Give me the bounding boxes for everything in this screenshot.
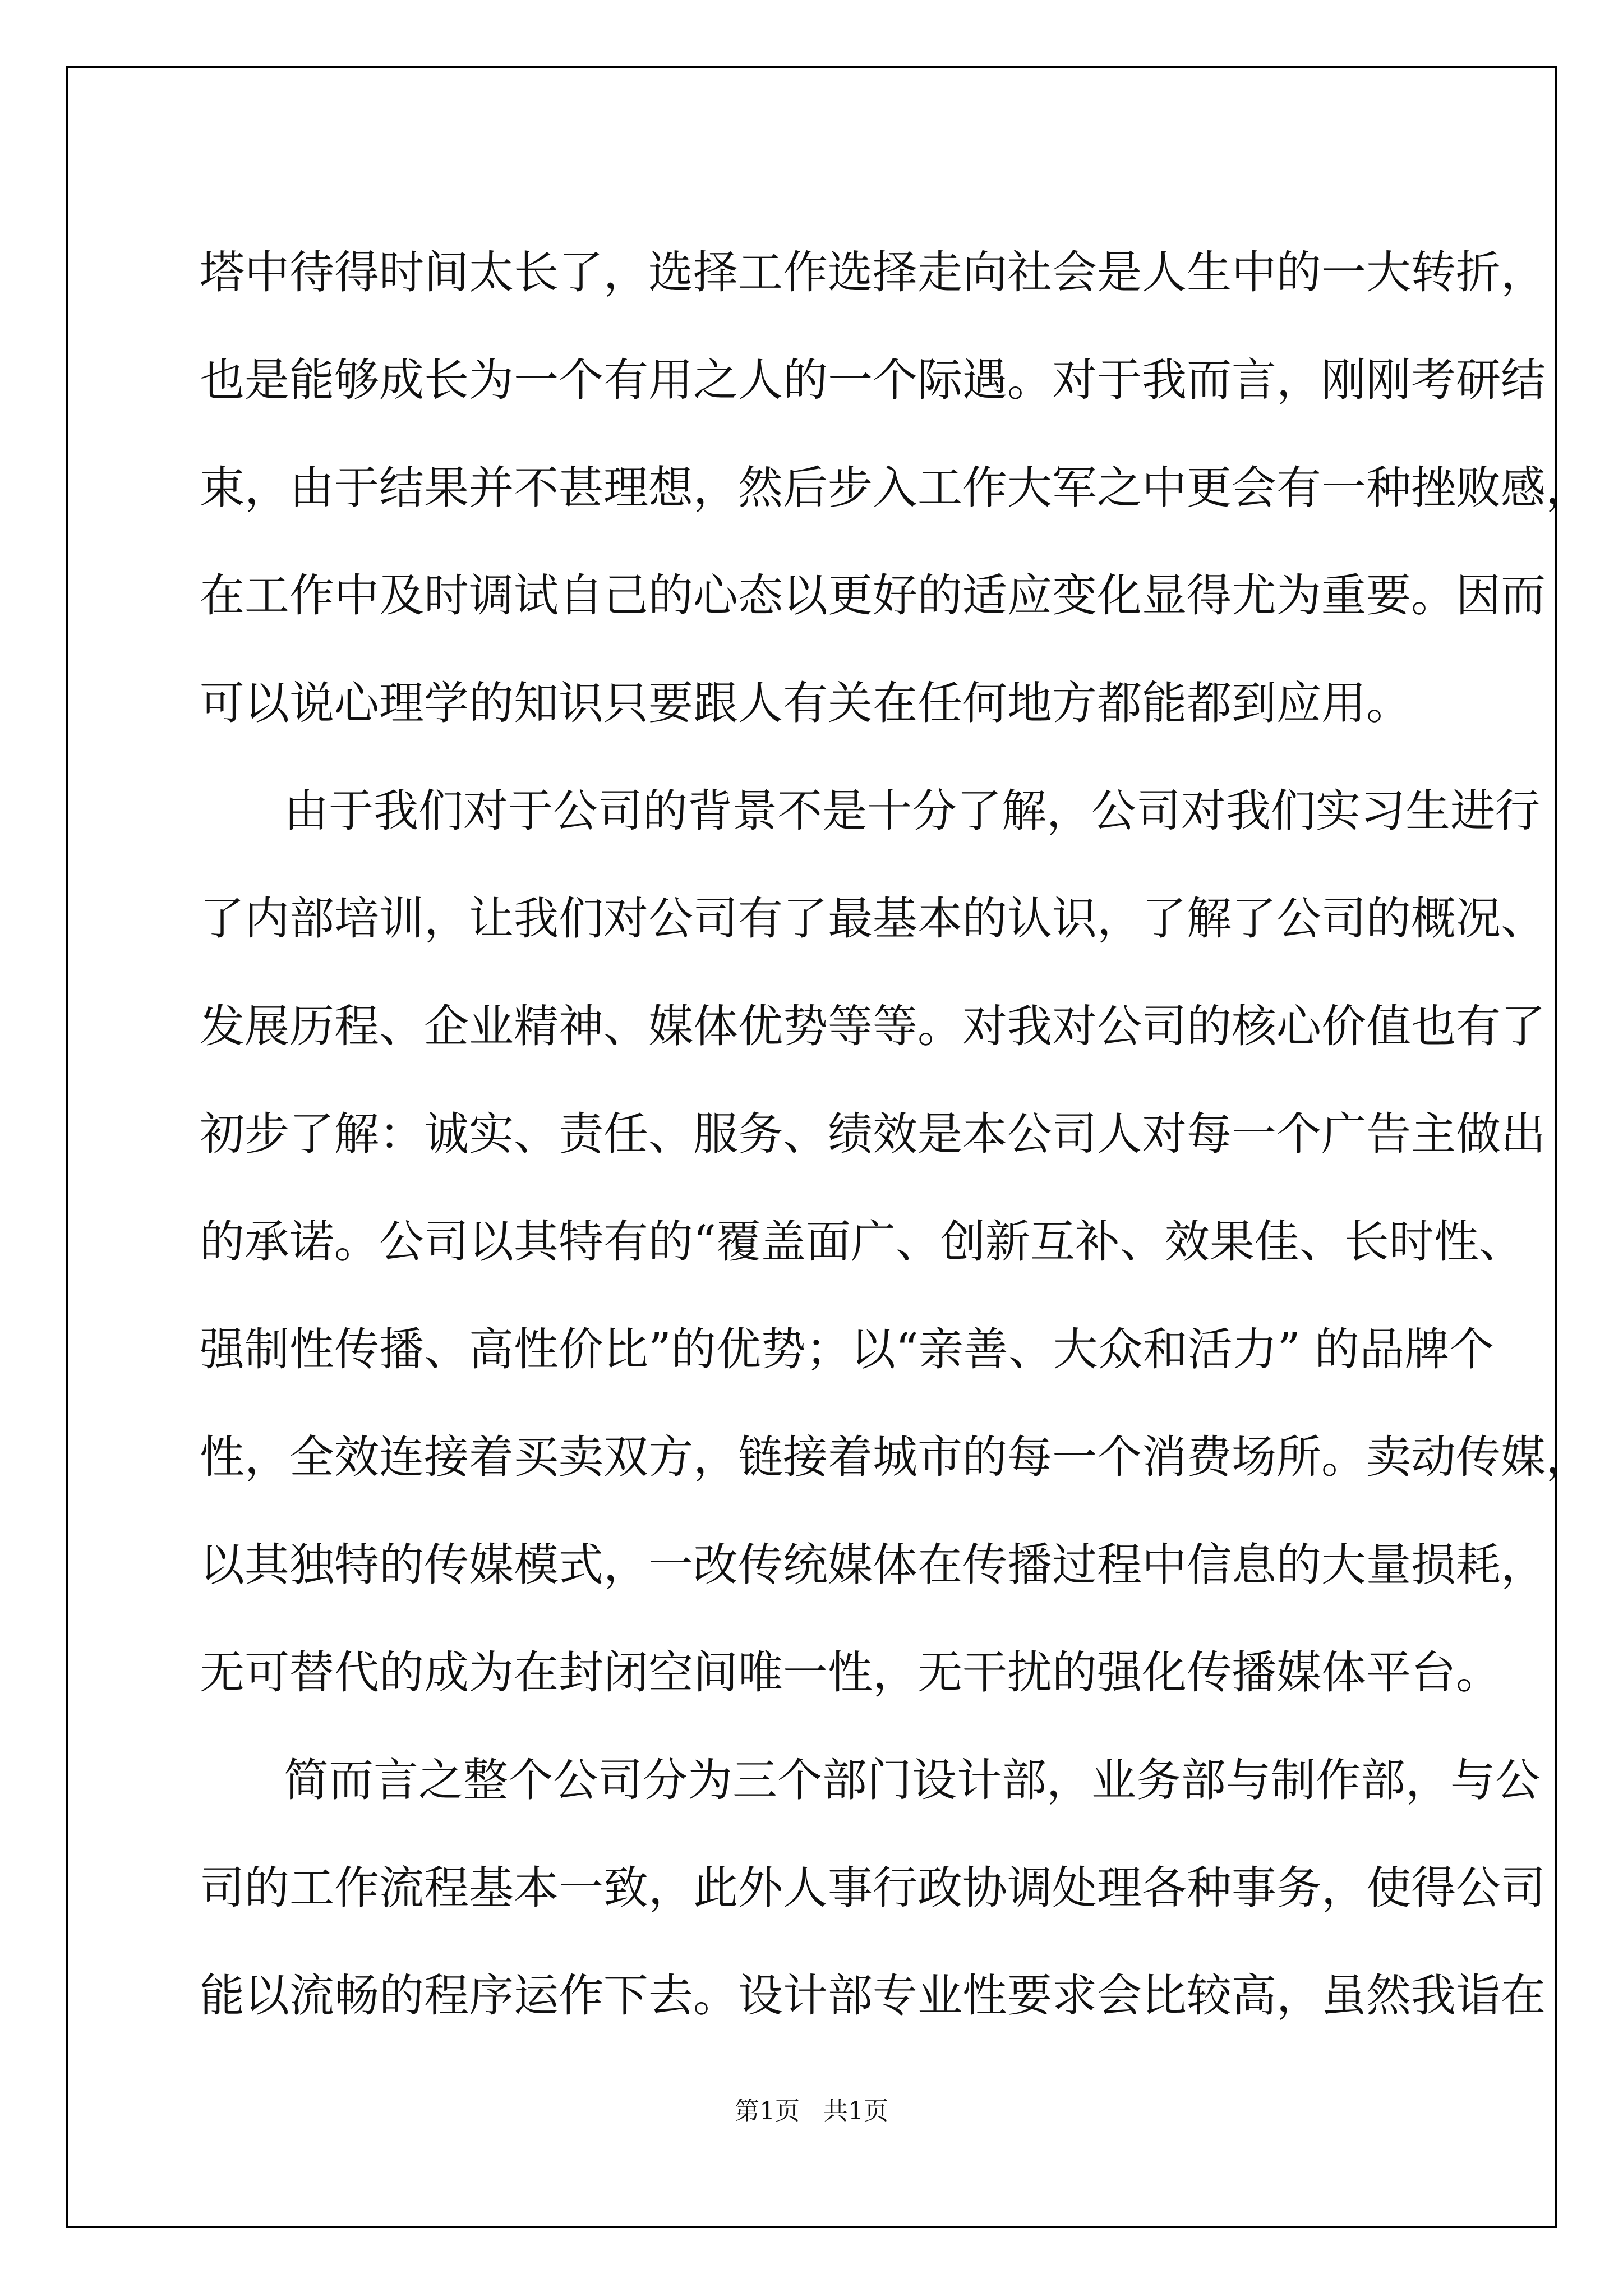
text-line: 的承诺。公司以其特有的“覆盖面广、创新互补、效果佳、长时性、 bbox=[200, 1216, 1524, 1268]
text-line: 束，由于结果并不甚理想，然后步入工作大军之中更会有一种挫败感， bbox=[200, 462, 1590, 514]
text-line: 初步了解：诚实、责任、服务、绩效是本公司人对每一个广告主做出 bbox=[200, 1108, 1546, 1160]
text-line: 发展历程、企业精神、媒体优势等等。对我对公司的核心价值也有了 bbox=[200, 1000, 1546, 1052]
body-text bbox=[200, 219, 1590, 2050]
text-line: 在工作中及时调试自己的心态以更好的适应变化显得尤为重要。因而 bbox=[200, 569, 1546, 622]
text-line: 司的工作流程基本一致，此外人事行政协调处理各种事务，使得公司 bbox=[200, 1862, 1546, 1914]
text-line: 简而言之整个公司分为三个部门设计部，业务部与制作部，与公 bbox=[284, 1754, 1540, 1806]
text-line: 无可替代的成为在封闭空间唯一性，无干扰的强化传播媒体平台。 bbox=[200, 1646, 1501, 1699]
text-line: 了内部培训，让我们对公司有了最基本的认识，了解了公司的概况、 bbox=[200, 892, 1546, 945]
page-footer: 第1页 共1页 bbox=[735, 2097, 888, 2125]
text-line: 可以说心理学的知识只要跟人有关在任何地方都能都到应用。 bbox=[200, 677, 1411, 729]
text-line: 以其独特的传媒模式，一改传统媒体在传播过程中信息的大量损耗， bbox=[200, 1539, 1546, 1591]
text-line: 由于我们对于公司的背景不是十分了解，公司对我们实习生进行 bbox=[284, 785, 1540, 837]
text-line: 能以流畅的程序运作下去。设计部专业性要求会比较高，虽然我诣在 bbox=[200, 1970, 1546, 2022]
text-line: 强制性传播、高性价比”的优势；以“亲善、大众和活力” 的品牌个 bbox=[200, 1323, 1495, 1375]
text-line: 塔中待得时间太长了，选择工作选择走向社会是人生中的一大转折， bbox=[200, 246, 1546, 298]
text-line: 性，全效连接着买卖双方，链接着城市的每一个消费场所。卖动传媒， bbox=[200, 1431, 1590, 1483]
text-line: 也是能够成长为一个有用之人的一个际遇。对于我而言，刚刚考研结 bbox=[200, 354, 1546, 406]
